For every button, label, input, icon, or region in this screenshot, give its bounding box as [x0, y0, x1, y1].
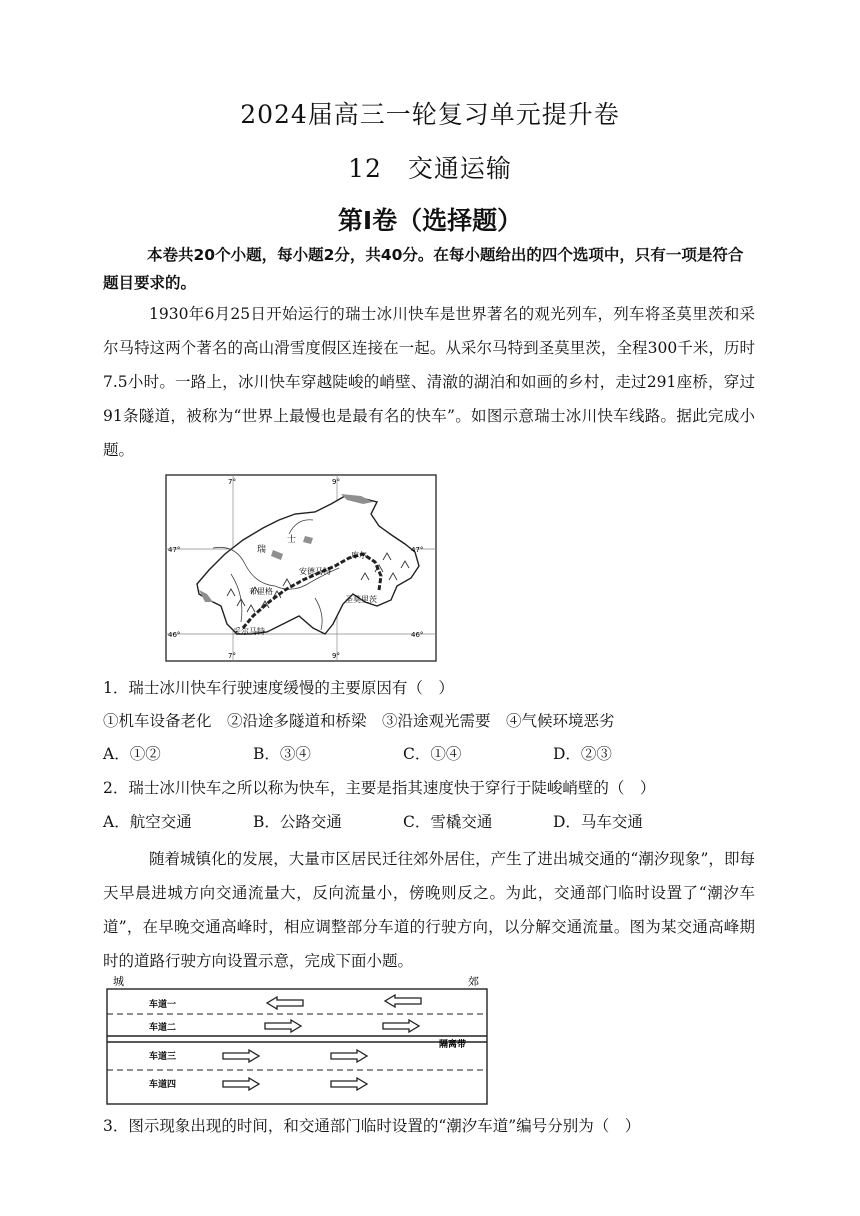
suburb-label: 郊: [468, 975, 479, 988]
lane-4-label: 车道四: [149, 1080, 177, 1090]
lane-1-label: 车道一: [149, 1000, 177, 1010]
q2-option-a[interactable]: A．航空交通: [103, 813, 192, 831]
instructions: 本卷共20个小题，每小题2分，共40分。在每小题给出的四个选项中，只有一项是符合题目要求的。: [103, 246, 744, 292]
label-st-moritz: 圣莫里茨: [345, 595, 377, 604]
exam-title: 2024届高三一轮复习单元提升卷: [240, 100, 620, 129]
question-3-stem: 3．图示现象出现的时间，和交通部门临时设置的“潮汐车道”编号分别为（ ）: [103, 1117, 641, 1135]
lat-label-47: 47°: [168, 546, 181, 554]
lon-label-7-bottom: 7°: [228, 652, 236, 660]
question-2-options: [103, 811, 643, 833]
q2-option-d[interactable]: D．马车交通: [553, 813, 643, 831]
lon-label-9-bottom: 9°: [332, 652, 340, 660]
section-heading: 第Ⅰ卷（选择题）: [337, 206, 523, 235]
lane-3-label: 车道三: [149, 1052, 177, 1062]
label-chur: 库尔: [351, 551, 367, 560]
question-2-stem: 2．瑞士冰川快车之所以称为快车，主要是指其速度快于穿行于陡峻峭壁的（ ）: [103, 779, 656, 797]
label-rui: 瑞: [257, 545, 267, 555]
passage-tidal-lanes: 随着城镇化的发展，大量市区居民迁往郊外居住，产生了进出城交通的“潮汐现象”，即每天早晨进城方向交通流量大，反向流量小，傍晚则反之。为此，交通部门临时设置了“潮汐车道”，在早晚交通高峰时，相应调整部分车道的行驶方向，以分解交通流量。图为某交通高峰期时的道路行驶方向设置示意，完成下面小题。: [103, 850, 755, 970]
q2-option-c[interactable]: C．雪橇交通: [403, 813, 493, 831]
lon-label-7: 7°: [228, 478, 236, 486]
divider-label: 隔离带: [439, 1040, 467, 1050]
label-andermatt: 安德马特: [299, 567, 331, 576]
q1-option-c[interactable]: C．①④: [403, 745, 462, 763]
question-1-stem: 1．瑞士冰川快车行驶速度缓慢的主要原因有（ ）: [103, 679, 454, 697]
unit-subtitle: 12 交通运输: [348, 154, 512, 183]
label-zermatt: 采尔马特: [233, 627, 265, 636]
lat-label-46: 46°: [168, 631, 181, 639]
question-1-options: [103, 743, 612, 765]
lat-label-47-right: 47°: [411, 546, 424, 554]
glacier-express-map: [165, 474, 437, 662]
tidal-lane-diagram: [103, 972, 491, 1106]
city-label: 城: [113, 975, 124, 988]
q2-option-b[interactable]: B．公路交通: [253, 813, 342, 831]
question-1-items: ①机车设备老化 ②沿途多隧道和桥梁 ③沿途观光需要 ④气候环境恶劣: [103, 712, 615, 730]
lon-label-9: 9°: [332, 478, 340, 486]
q1-option-d[interactable]: D．②③: [553, 745, 612, 763]
q1-option-b[interactable]: B．③④: [253, 745, 311, 763]
lane-2-label: 车道二: [149, 1023, 177, 1033]
lat-label-46-right: 46°: [411, 631, 424, 639]
label-shi: 士: [287, 535, 297, 545]
passage-glacier-express: 1930年6月25日开始运行的瑞士冰川快车是世界著名的观光列车，列车将圣莫里茨和采尔马特这两个著名的高山滑雪度假区连接在一起。从采尔马特到圣莫里茨，全程300千米，历时7.5小时。一路上，冰川快车穿越陡峻的峭壁、清澈的湖泊和如画的乡村，走过291座桥，穿过91条隧道，被称为“世界上最慢也是最有名的快车”。如图示意瑞士冰川快车线路。据此完成小题。: [103, 305, 755, 459]
label-brig: 布里格: [249, 587, 273, 596]
q1-option-a[interactable]: A．①②: [103, 745, 161, 763]
